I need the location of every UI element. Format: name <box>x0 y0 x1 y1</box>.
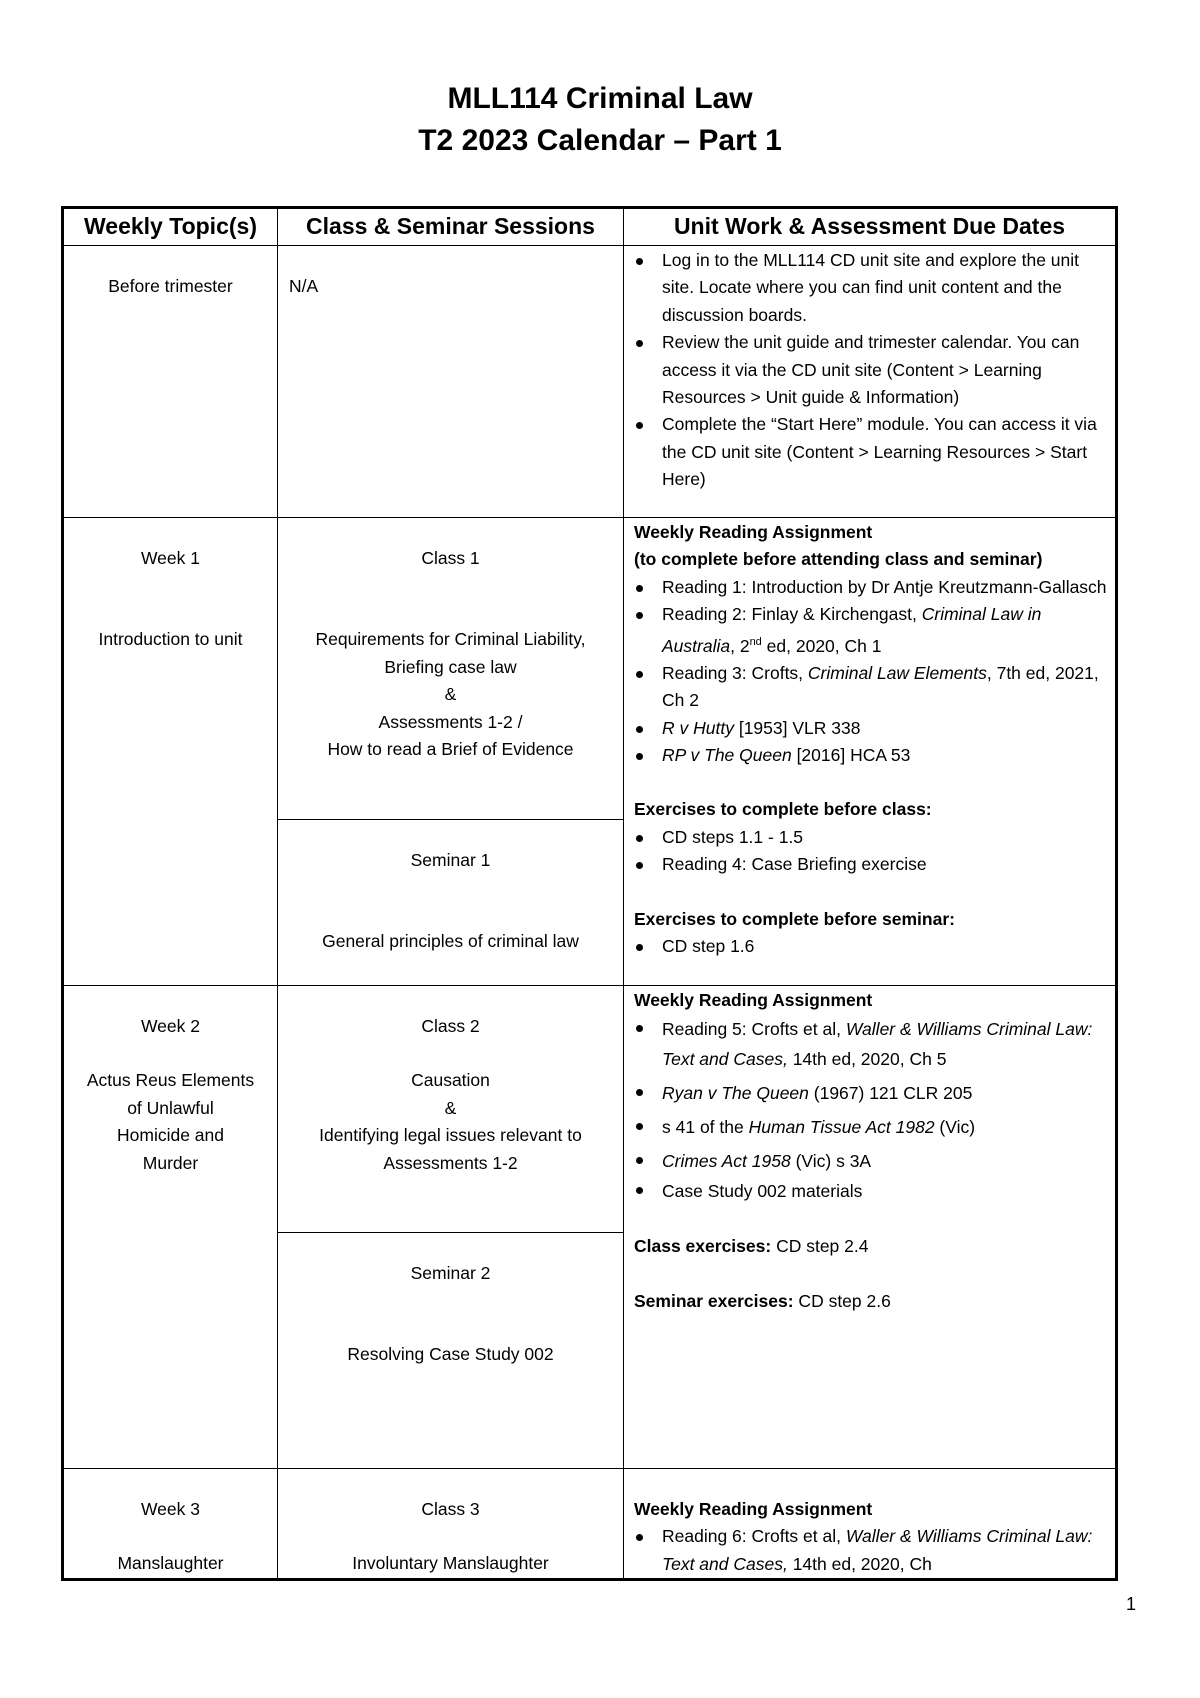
list-item: RP v The Queen [2016] HCA 53 <box>624 742 1115 769</box>
week1-class-ex-list <box>624 824 1115 879</box>
week2-reading-list <box>624 1014 1115 1206</box>
class-desc: How to read a Brief of Evidence <box>327 739 574 760</box>
seminar-label: Seminar 2 <box>410 1263 491 1283</box>
col-header-unit-work: Unit Work & Assessment Due Dates <box>624 208 1117 246</box>
list-item: Reading 4: Case Briefing exercise <box>624 851 1115 878</box>
class-desc: Causation <box>411 1070 490 1091</box>
wra-sub: (to complete before attending class and seminar) <box>634 549 1043 570</box>
list-item: Reading 2: Finlay & Kirchengast, Criminal Law in Australia, 2nd ed, 2020, Ch 1 <box>624 601 1115 660</box>
week3-reading-list <box>624 1523 1115 1578</box>
week-label: Week 3 <box>140 1499 200 1519</box>
topic-cell-week1 <box>63 518 278 986</box>
page-number: 1 <box>1125 1594 1136 1614</box>
session-cell-class3 <box>278 1469 624 1580</box>
session-cell-seminar2 <box>278 1233 624 1469</box>
seminar-desc: Resolving Case Study 002 <box>347 1344 554 1365</box>
seminar-desc: General principles of criminal law <box>322 931 579 952</box>
title-line-1: MLL114 Criminal Law <box>447 82 753 115</box>
class-label: Class 2 <box>421 1016 480 1036</box>
week1-sem-ex-list <box>624 933 1115 960</box>
class-label: Class 3 <box>421 1499 480 1519</box>
table-header-row <box>63 208 1117 246</box>
class-desc: Assessments 1-2 <box>383 1152 518 1173</box>
week-topic: Homicide and <box>117 1125 224 1146</box>
list-item: Reading 1: Introduction by Dr Antje Kreutzmann-Gallasch <box>624 574 1115 601</box>
session-cell-class1 <box>278 518 624 820</box>
work-cell <box>624 246 1117 518</box>
session-cell <box>278 246 624 518</box>
session-cell-seminar1 <box>278 820 624 986</box>
work-cell-week2 <box>624 986 1117 1469</box>
work-cell-week3 <box>624 1469 1117 1580</box>
class-label: Class 1 <box>421 548 480 568</box>
list-item: Case Study 002 materials <box>624 1176 1115 1206</box>
list-item: CD step 1.6 <box>624 933 1115 960</box>
week-topic: Introduction to unit <box>98 629 243 650</box>
list-item: Review the unit guide and trimester calendar. You can access it via the CD unit site (Content > Learning Resources > Unit guide & Information) <box>624 329 1109 411</box>
table-row-before-trimester <box>63 246 1117 518</box>
session-na: N/A <box>289 276 319 296</box>
week-topic: Actus Reus Elements <box>86 1070 255 1091</box>
class-desc: & <box>444 684 457 705</box>
topic-cell-week2 <box>63 986 278 1469</box>
class-desc: Briefing case law <box>384 656 517 677</box>
list-item: Log in to the MLL114 CD unit site and explore the unit site. Locate where you can find unit content and the discussion boards. <box>624 247 1109 329</box>
list-item: Reading 5: Crofts et al, Waller & Williams Criminal Law: Text and Cases, 14th ed, 2020, Ch 5 <box>624 1014 1115 1074</box>
list-item: R v Hutty [1953] VLR 338 <box>624 715 1115 742</box>
topic-cell-week3 <box>63 1469 278 1580</box>
col-header-sessions: Class & Seminar Sessions <box>278 208 624 246</box>
week-topic: Murder <box>142 1152 199 1173</box>
class-desc: Requirements for Criminal Liability, <box>315 629 586 650</box>
class-desc: Involuntary Manslaughter <box>352 1553 549 1574</box>
table-row-week2-class <box>63 986 1117 1233</box>
table-row-week3 <box>63 1469 1117 1580</box>
ex-class-heading: Exercises to complete before class: <box>634 799 932 820</box>
wra-heading: Weekly Reading Assignment <box>634 522 873 542</box>
week-label: Week 1 <box>140 548 200 568</box>
list-item: Reading 3: Crofts, Criminal Law Elements, 7th ed, 2021, Ch 2 <box>624 660 1115 715</box>
session-cell-class2 <box>278 986 624 1233</box>
class-desc: & <box>444 1097 457 1118</box>
topic-cell <box>63 246 278 518</box>
wra-heading: Weekly Reading Assignment <box>634 1499 873 1519</box>
class-desc: Identifying legal issues relevant to <box>319 1125 582 1146</box>
col-header-weekly-topics: Weekly Topic(s) <box>63 208 278 246</box>
title-line-2: T2 2023 Calendar – Part 1 <box>418 124 782 157</box>
seminar-exercises: Seminar exercises: CD step 2.6 <box>634 1290 891 1311</box>
wra-heading: Weekly Reading Assignment <box>634 990 873 1010</box>
list-item: s 41 of the Human Tissue Act 1982 (Vic) <box>624 1112 1115 1142</box>
topic-before: Before trimester <box>108 276 233 296</box>
list-item: Crimes Act 1958 (Vic) s 3A <box>624 1146 1115 1176</box>
week-topic: of Unlawful <box>127 1097 214 1118</box>
class-desc: Assessments 1-2 / <box>378 711 523 732</box>
week1-reading-list <box>624 574 1115 770</box>
seminar-label: Seminar 1 <box>410 850 491 870</box>
list-item: Ryan v The Queen (1967) 121 CLR 205 <box>624 1078 1115 1108</box>
calendar-table <box>61 206 1118 1581</box>
ex-seminar-heading: Exercises to complete before seminar: <box>634 908 955 929</box>
before-list <box>624 247 1109 494</box>
week-topic: Manslaughter <box>117 1553 224 1574</box>
table-row-week1-class <box>63 518 1117 820</box>
week-label: Week 2 <box>140 1016 200 1036</box>
list-item: CD steps 1.1 - 1.5 <box>624 824 1115 851</box>
list-item: Complete the “Start Here” module. You can access it via the CD unit site (Content > Learning Resources > Start Here) <box>624 411 1109 493</box>
list-item: Reading 6: Crofts et al, Waller & Williams Criminal Law: Text and Cases, 14th ed, 2020, Ch <box>624 1523 1115 1578</box>
work-cell-week1 <box>624 518 1117 986</box>
class-exercises: Class exercises: CD step 2.4 <box>634 1236 869 1257</box>
document-title <box>0 78 1200 162</box>
